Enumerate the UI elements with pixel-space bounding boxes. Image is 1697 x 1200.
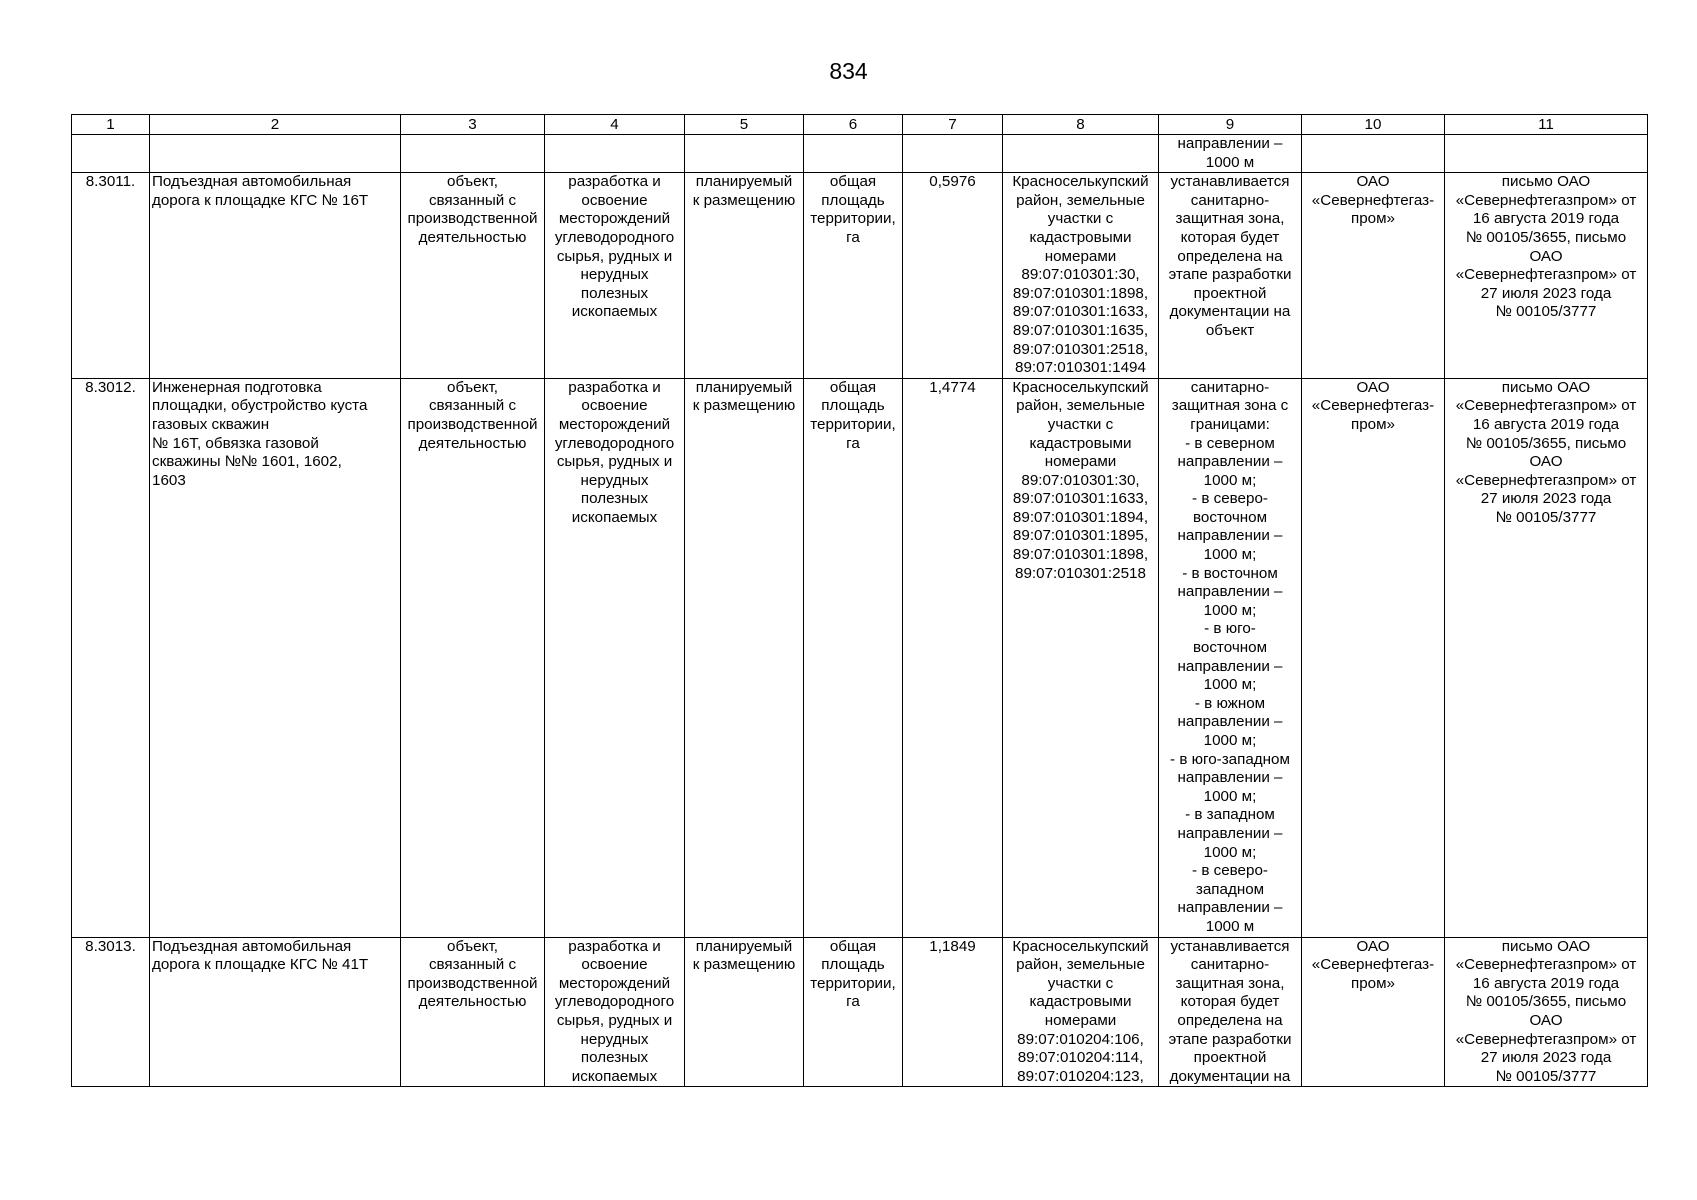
owner: ОАО «Севернефтегаз- пром» (1302, 937, 1445, 1087)
object-purpose: разработка и освоение месторождений углеводородного сырья, рудных и нерудных полезных ископаемых (545, 378, 685, 937)
object-name: Инженерная подготовка площадки, обустройство куста газовых скважин № 16Т, обвязка газовой скважины №№ 1601, 1602, 1603 (150, 378, 401, 937)
characteristic-value: 0,5976 (903, 173, 1003, 379)
column-header: 4 (545, 115, 685, 135)
zone-cell: устанавливается санитарно- защитная зона, которая будет определена на этапе разработки проектной документации на (1159, 937, 1302, 1087)
characteristic: общая площадь территории, га (804, 173, 903, 379)
table-row (72, 378, 1648, 937)
owner: ОАО «Севернефтегаз- пром» (1302, 378, 1445, 937)
row-number: 8.3013. (72, 937, 150, 1087)
location: Красноселькупский район, земельные участки с кадастровыми номерами 89:07:010301:30, 89:07:010301:1633, 89:07:010301:1894, 89:07:010301:1895, 89:07:010301:1898, 89:07:010301:2518 (1003, 378, 1159, 937)
column-header: 9 (1159, 115, 1302, 135)
continuation-row (72, 135, 1648, 173)
characteristic: общая площадь территории, га (804, 937, 903, 1087)
characteristic-value: 1,4774 (903, 378, 1003, 937)
column-header: 5 (685, 115, 804, 135)
table-row (72, 937, 1648, 1087)
column-header: 6 (804, 115, 903, 135)
object-type: объект, связанный с производственной деятельностью (401, 378, 545, 937)
column-header: 11 (1445, 115, 1648, 135)
location: Красноселькупский район, земельные участки с кадастровыми номерами 89:07:010301:30, 89:07:010301:1898, 89:07:010301:1633, 89:07:010301:1635, 89:07:010301:2518, 89:07:010301:1494 (1003, 173, 1159, 379)
page-number: 834 (829, 58, 868, 84)
header-row (72, 115, 1648, 135)
object-status: планируемый к размещению (685, 378, 804, 937)
column-header: 8 (1003, 115, 1159, 135)
object-purpose: разработка и освоение месторождений углеводородного сырья, рудных и нерудных полезных ископаемых (545, 173, 685, 379)
column-header: 10 (1302, 115, 1445, 135)
row-number: 8.3011. (72, 173, 150, 379)
column-header: 7 (903, 115, 1003, 135)
object-status: планируемый к размещению (685, 937, 804, 1087)
object-status: планируемый к размещению (685, 173, 804, 379)
owner: ОАО «Севернефтегаз- пром» (1302, 173, 1445, 379)
characteristic: общая площадь территории, га (804, 378, 903, 937)
zone-cell: направлении – 1000 м (1159, 135, 1302, 173)
column-header: 3 (401, 115, 545, 135)
zone-cell: санитарно- защитная зона с границами: - в северном направлении – 1000 м; - в северо- восточном направлении – 1000 м; - в восточном направлении – 1000 м; - в юго- восточном направлении – 1000 м; - в южном направлении – 1000 м; - в юго-западном направлении – 1000 м; - в западном направлении – 1000 м; - в северо- западном направлении – 1000 м (1159, 378, 1302, 937)
object-type: объект, связанный с производственной деятельностью (401, 173, 545, 379)
column-header: 1 (72, 115, 150, 135)
zone-cell: устанавливается санитарно- защитная зона, которая будет определена на этапе разработки проектной документации на объект (1159, 173, 1302, 379)
object-name: Подъездная автомобильная дорога к площадке КГС № 16Т (150, 173, 401, 379)
object-type: объект, связанный с производственной деятельностью (401, 937, 545, 1087)
basis: письмо ОАО «Севернефтегазпром» от 16 августа 2019 года № 00105/3655, письмо ОАО «Севернефтегазпром» от 27 июля 2023 года № 00105/3777 (1445, 378, 1648, 937)
object-purpose: разработка и освоение месторождений углеводородного сырья, рудных и нерудных полезных ископаемых (545, 937, 685, 1087)
table-row (72, 173, 1648, 379)
basis: письмо ОАО «Севернефтегазпром» от 16 августа 2019 года № 00105/3655, письмо ОАО «Севернефтегазпром» от 27 июля 2023 года № 00105/3777 (1445, 173, 1648, 379)
column-header: 2 (150, 115, 401, 135)
row-number: 8.3012. (72, 378, 150, 937)
basis: письмо ОАО «Севернефтегазпром» от 16 августа 2019 года № 00105/3655, письмо ОАО «Севернефтегазпром» от 27 июля 2023 года № 00105/3777 (1445, 937, 1648, 1087)
characteristic-value: 1,1849 (903, 937, 1003, 1087)
object-name: Подъездная автомобильная дорога к площадке КГС № 41Т (150, 937, 401, 1087)
objects-table (71, 114, 1648, 1087)
location: Красноселькупский район, земельные участки с кадастровыми номерами 89:07:010204:106, 89:07:010204:114, 89:07:010204:123, (1003, 937, 1159, 1087)
